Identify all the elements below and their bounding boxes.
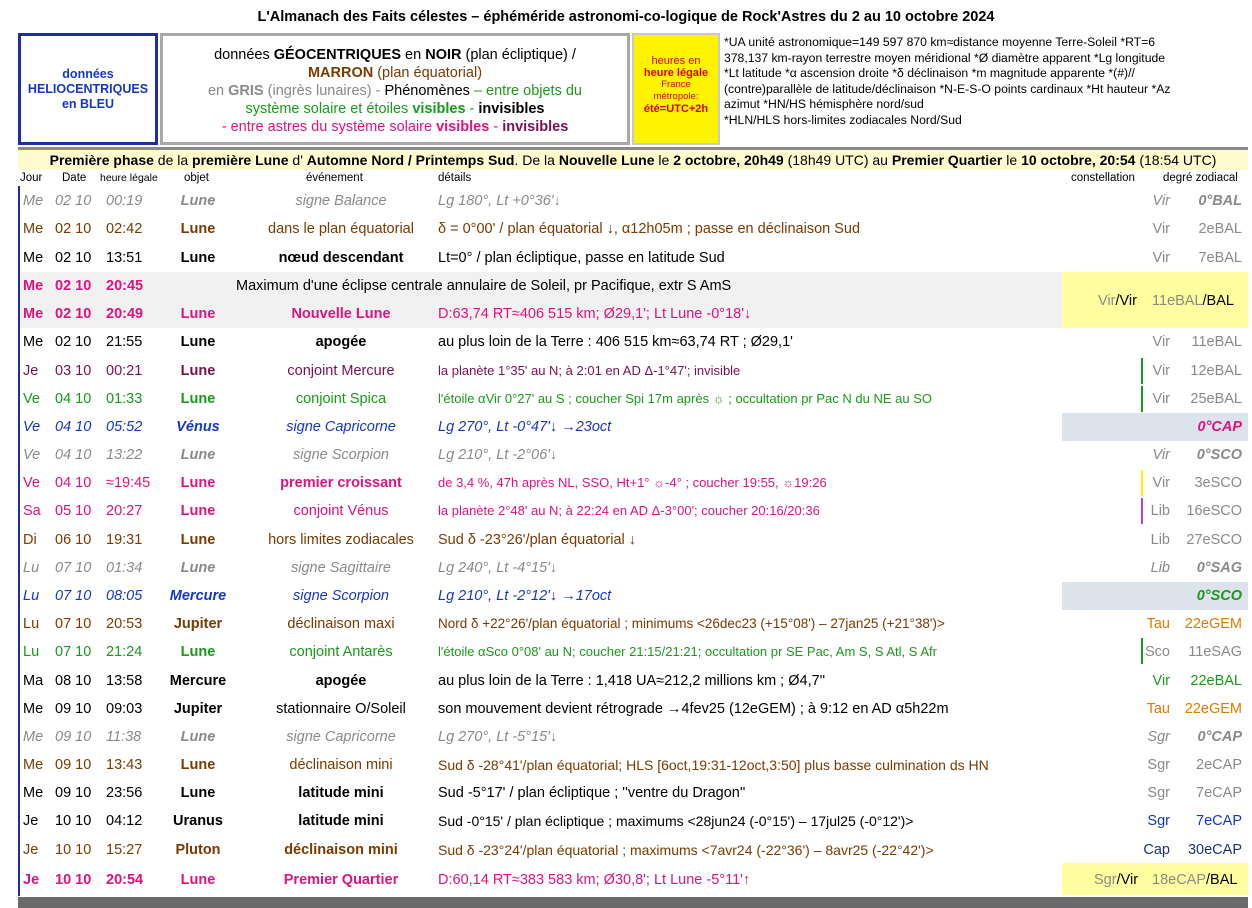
phase-text: . De la	[514, 152, 559, 168]
cell-day: Lu	[23, 644, 40, 660]
cell-object: Lune	[180, 334, 216, 350]
cell-degree: 16eSCO	[1186, 503, 1242, 519]
cell-constellation: Sgr	[1147, 785, 1170, 801]
cell-date: 04 10	[55, 475, 92, 491]
cell-object: Lune	[180, 532, 216, 548]
cell-details: Sud -5°17' / plan écliptique ; ''ventre du Dragon''	[438, 785, 746, 801]
cell-day: Me	[23, 278, 44, 294]
cell-day: Je	[23, 363, 39, 379]
cell-date: 02 10	[55, 306, 92, 322]
cell-details: Lg 210°, Lt -2°12'↓ →17oct	[438, 588, 612, 604]
cell-date: 08 10	[55, 673, 92, 689]
cell-time: 20:49	[106, 306, 144, 322]
cell-event: stationnaire O/Soleil	[276, 701, 406, 717]
cell-degree: 7eCAP	[1196, 785, 1242, 801]
cell-object: Lune	[180, 757, 216, 773]
cell-date: 10 10	[55, 872, 92, 888]
phase-text: 2 octobre, 20h49	[673, 152, 784, 168]
cell-event: signe Capricorne	[286, 419, 396, 435]
cell-date: 10 10	[55, 813, 92, 829]
cell-time: 15:27	[106, 842, 143, 858]
cell-constellation: Sgr	[1147, 757, 1170, 773]
cell-object: Lune	[180, 503, 216, 519]
cell-date: 03 10	[55, 363, 92, 379]
cell-object: Lune	[180, 250, 216, 266]
phase-text: 10 octobre, 20:54	[1021, 152, 1136, 168]
legend-helio-line: en BLEU	[61, 96, 115, 111]
cell-time: 13:58	[106, 673, 143, 689]
table-row	[20, 244, 1248, 272]
cell-time: 09:03	[106, 701, 143, 717]
cell-date: 02 10	[55, 250, 92, 266]
cell-degree: 30eCAP	[1187, 842, 1242, 858]
cell-details: l'étoile αVir 0°27' au S ; coucher Spi 17m après ☼ ; occultation pr Pac N du NE au SO	[438, 391, 932, 406]
table-row	[20, 582, 1248, 610]
cell-details: Nord δ +22°26'/plan équatorial ; minimums <26dec23 (+15°08') – 27jan25 (+21°38')>	[438, 616, 945, 631]
table-row	[20, 807, 1248, 835]
cell-details: Lg 210°, Lt -2°06'↓	[438, 447, 558, 463]
merged-text: Vir	[1098, 293, 1116, 309]
cell-object: Jupiter	[173, 701, 223, 717]
cell-constellation: Tau	[1146, 616, 1170, 632]
cell-date: 04 10	[55, 391, 92, 407]
cell-degree: 0°SAG	[1196, 560, 1242, 576]
cell-details: de 3,4 %, 47h après NL, SSO, Ht+1° ☼-4° ; coucher 19:55, ☼19:26	[438, 475, 827, 490]
cell-constellation: Cap	[1143, 842, 1170, 858]
cell-date: 05 10	[55, 503, 92, 519]
column-header-day: Jour	[20, 172, 43, 184]
cell-constellation: Lib	[1150, 503, 1170, 519]
cell-constellation: Sco	[1145, 644, 1170, 660]
cell-time: 13:43	[106, 757, 143, 773]
cell-degree: 0°CAP	[1197, 729, 1242, 745]
cell-constellation: Sgr	[1147, 813, 1170, 829]
cell-constellation: Vir	[1152, 334, 1170, 350]
cell-day: Je	[23, 813, 39, 829]
cell-event: conjoint Spica	[295, 391, 387, 407]
cell-day: Me	[23, 701, 44, 717]
cell-day: Je	[23, 872, 40, 888]
cell-constellation: Vir	[1152, 391, 1170, 407]
cell-day: Ve	[23, 447, 41, 463]
table-row	[20, 215, 1248, 243]
cell-date: 07 10	[55, 616, 92, 632]
legend-text: Phénomènes	[384, 83, 470, 99]
cell-degree: 3eSCO	[1194, 475, 1242, 491]
cell-details: la planète 1°35' au N; à 2:01 en AD Δ-1°47'; invisible	[438, 363, 741, 378]
cell-details: D:63,74 RT≈406 515 km; Ø29,1'; Lt Lune -0°18'↓	[438, 306, 752, 322]
table-row	[20, 554, 1248, 582]
cell-degree: 2eBAL	[1198, 221, 1242, 237]
cell-object: Lune	[180, 363, 216, 379]
column-header-constellation: constellation	[1071, 172, 1135, 184]
first-quarter-constellation	[1094, 866, 1138, 894]
cell-time: 13:51	[106, 250, 143, 266]
legend-text: (plan écliptique) /	[461, 47, 576, 63]
bottom-border	[18, 897, 1248, 908]
legend-text: en	[207, 83, 229, 99]
cell-details: Sud -0°15' / plan écliptique ; maximums <28jun24 (-0°15') – 17jul25 (-0°12')>	[438, 813, 914, 829]
table-row	[20, 836, 1248, 864]
cell-object: Jupiter	[173, 616, 223, 632]
cell-constellation: Lib	[1150, 560, 1170, 576]
cell-details: son mouvement devient rétrograde →4fev25 (12eGEM) ; à 9:12 en AD α5h22m	[438, 701, 949, 717]
cell-constellation: Lib	[1150, 532, 1170, 548]
cell-day: Me	[23, 193, 44, 209]
cell-event: déclinaison maxi	[287, 616, 395, 632]
cell-object: Lune	[180, 785, 216, 801]
table-row	[20, 469, 1248, 497]
cell-details: Lt=0° / plan écliptique, passe en latitude Sud	[438, 250, 725, 266]
legend-text: (ingrès lunaires) -	[263, 83, 385, 99]
cell-degree: 0°SCO	[1196, 588, 1242, 604]
note-line: (contre)parallèle de latitude/déclinaison *N-E-S-O points cardinaux *Ht hauteur *Az	[724, 81, 1171, 96]
cell-date: 10 10	[55, 842, 92, 858]
legend-text: – entre objets du	[469, 83, 582, 99]
new-moon-degree	[1152, 287, 1234, 315]
cell-event: dans le plan équatorial	[268, 221, 414, 237]
page-title: L'Almanach des Faits célestes – éphéméride astronomi-co-logique de Rock'Astres du 2 au 10 octobre 2024	[257, 9, 995, 25]
cell-details: Lg 240°, Lt -4°15'↓	[438, 560, 558, 576]
note-line: *Lt latitude *α ascension droite *δ déclinaison *m magnitude apparente *(#)//	[724, 66, 1135, 80]
note-line: *HLN/HLS hors-limites zodiacales Nord/Sud	[724, 112, 962, 127]
table-row	[20, 779, 1248, 807]
cell-day: Me	[23, 334, 44, 350]
phase-text: (18h49 UTC) au	[783, 152, 892, 168]
cell-time: 20:54	[106, 872, 144, 888]
cell-constellation: Vir	[1152, 447, 1170, 463]
cell-date: 09 10	[55, 757, 92, 773]
phase-text: Première phase	[49, 152, 154, 168]
cell-object: Lune	[180, 221, 216, 237]
cell-event: déclinaison mini	[289, 757, 393, 773]
cell-time: 11:38	[106, 729, 142, 745]
cell-date: 04 10	[55, 419, 92, 435]
cell-constellation: Vir	[1152, 673, 1170, 689]
phase-text: Automne Nord / Printemps Sud	[306, 152, 515, 168]
cell-date: 06 10	[55, 532, 92, 548]
cell-time: 04:12	[106, 813, 143, 829]
cell-time: 19:31	[106, 532, 143, 548]
cell-degree: 27eSCO	[1186, 532, 1242, 548]
cell-date: 09 10	[55, 785, 92, 801]
cell-object: Lune	[180, 729, 216, 745]
legend-text: en	[401, 47, 426, 63]
cell-time: 02:42	[106, 221, 143, 237]
cell-event: Premier Quartier	[283, 872, 399, 888]
legend-text: métropole:	[653, 91, 699, 102]
cell-degree: 22eBAL	[1190, 673, 1242, 689]
cell-day: Me	[23, 785, 44, 801]
table-row	[20, 751, 1248, 779]
first-quarter-degree	[1152, 866, 1237, 894]
table-row	[20, 610, 1248, 638]
legend-text: visibles	[436, 119, 490, 135]
cell-object: Lune	[180, 447, 216, 463]
cell-details: Sud δ -23°26'/plan équatorial ↓	[438, 532, 637, 548]
cell-date: 07 10	[55, 644, 92, 660]
merged-text: /BAL	[1206, 872, 1238, 888]
cell-date: 07 10	[55, 588, 92, 604]
cell-object: Vénus	[176, 419, 220, 435]
cell-day: Lu	[23, 560, 40, 576]
cell-object: Lune	[180, 872, 216, 888]
cell-degree: 0°SCO	[1196, 447, 1242, 463]
cell-day: Di	[23, 532, 37, 548]
legend-text: GÉOCENTRIQUES	[273, 47, 402, 63]
legend-text: heures en	[651, 55, 701, 67]
cell-time: 21:24	[106, 644, 143, 660]
table-row	[20, 187, 1248, 215]
cell-event: latitude mini	[298, 785, 384, 801]
legend-text: -	[489, 119, 503, 135]
cell-time: 21:55	[106, 334, 143, 350]
legend-text: heure légale	[643, 67, 709, 79]
phase-text: d'	[288, 152, 307, 168]
cell-event: nœud descendant	[278, 250, 404, 266]
cell-constellation: Vir	[1152, 363, 1170, 379]
cell-object: Lune	[180, 306, 216, 322]
cell-details: l'étoile αSco 0°08' au N; coucher 21:15/21:21; occultation pr SE Pac, Am S, S Atl, S Afr	[438, 644, 937, 659]
cell-date: 02 10	[55, 334, 92, 350]
cell-degree: 11eBAL	[1191, 334, 1242, 350]
table-row	[20, 328, 1248, 356]
table-row	[20, 385, 1248, 413]
lunar-phase-banner	[18, 147, 1248, 170]
cell-event: signe Scorpion	[293, 447, 389, 463]
cell-details: Sud δ -23°24'/plan équatorial ; maximums <7avr24 (-22°36') – 8avr25 (-22°42')>	[438, 842, 934, 858]
table-row	[20, 272, 1248, 300]
column-header-time: heure légale	[100, 172, 158, 184]
cell-details: Lg 270°, Lt -0°47'↓ →23oct	[438, 419, 612, 435]
cell-day: Me	[23, 729, 44, 745]
column-header-object: objet	[184, 172, 209, 184]
cell-event: apogée	[315, 334, 367, 350]
merged-text: Sgr	[1094, 872, 1117, 888]
cell-degree: 0°CAP	[1197, 419, 1242, 435]
legend-text: GRIS	[228, 83, 264, 99]
legend-text: (plan équatorial)	[373, 65, 483, 81]
legend-text: MARRON	[307, 65, 374, 81]
cell-details: au plus loin de la Terre : 406 515 km≈63,74 RT ; Ø29,1'	[438, 334, 793, 350]
merged-text: /BAL	[1202, 293, 1234, 309]
cell-event: signe Capricorne	[286, 729, 396, 745]
column-header-event: événement	[306, 172, 363, 184]
cell-time: 23:56	[106, 785, 143, 801]
cell-event: signe Sagittaire	[291, 560, 391, 576]
cell-event: signe Balance	[295, 193, 387, 209]
merged-text: 11eBAL	[1152, 293, 1203, 309]
cell-time: 00:21	[106, 363, 143, 379]
cell-day: Ve	[23, 419, 41, 435]
cell-degree: 7eCAP	[1196, 813, 1242, 829]
cell-details: au plus loin de la Terre : 1,418 UA≈212,2 millions km ; Ø4,7''	[438, 673, 826, 689]
cell-day: Me	[23, 221, 44, 237]
cell-constellation: Vir	[1152, 250, 1170, 266]
phase-text: (18:54 UTC)	[1135, 152, 1217, 168]
cell-object: Mercure	[169, 588, 227, 604]
legend-geo-box	[160, 33, 630, 145]
cell-degree: 22eGEM	[1184, 616, 1242, 632]
cell-date: 09 10	[55, 701, 92, 717]
cell-details: D:60,14 RT≈383 583 km; Ø30,8'; Lt Lune -5°11'↑	[438, 872, 751, 888]
cell-constellation: Sgr	[1147, 729, 1170, 745]
cell-day: Sa	[23, 503, 41, 519]
cell-event: Nouvelle Lune	[291, 306, 391, 322]
abbreviations-notes	[722, 33, 1248, 145]
cell-time: 13:22	[106, 447, 143, 463]
cell-details: δ = 0°00' / plan équatorial ↓, α12h05m ; passe en déclinaison Sud	[438, 221, 861, 237]
cell-details: Lg 270°, Lt -5°15'↓	[438, 729, 558, 745]
cell-details: Maximum d'une éclipse centrale annulaire de Soleil, pr Pacifique, extr S AmS	[236, 278, 732, 294]
table-row	[20, 526, 1248, 554]
table-row	[20, 357, 1248, 385]
legend-hours-box	[632, 33, 720, 145]
cell-event: premier croissant	[280, 475, 402, 491]
cell-degree: 11eSAG	[1188, 644, 1242, 660]
cell-degree: 2eCAP	[1196, 757, 1242, 773]
cell-time: 20:27	[106, 503, 143, 519]
cell-time: 20:45	[106, 278, 144, 294]
legend-text: visibles	[412, 101, 466, 117]
cell-object: Mercure	[169, 673, 227, 689]
cell-event: signe Scorpion	[293, 588, 389, 604]
column-header-date: Date	[62, 172, 87, 184]
cell-degree: 0°BAL	[1198, 193, 1242, 209]
cell-constellation: Vir	[1152, 475, 1170, 491]
table-row	[20, 667, 1248, 695]
phase-text: Premier Quartier	[891, 152, 1003, 168]
cell-time: 05:52	[106, 419, 143, 435]
cell-event: déclinaison mini	[284, 842, 398, 858]
legend-text: invisibles	[478, 101, 545, 117]
legend-text: -	[465, 101, 479, 117]
cell-constellation: Tau	[1146, 701, 1170, 717]
column-header-details: détails	[438, 172, 472, 184]
legend-text: NOIR	[425, 47, 462, 63]
cell-day: Je	[23, 842, 39, 858]
cell-event: hors limites zodiacales	[268, 532, 414, 548]
cell-date: 07 10	[55, 560, 92, 576]
legend-helio-box	[18, 33, 158, 145]
cell-day: Me	[23, 306, 44, 322]
table-row	[20, 413, 1248, 441]
cell-date: 04 10	[55, 447, 92, 463]
note-line: *UA unité astronomique=149 597 870 km≈distance moyenne Terre-Soleil *RT=6	[724, 35, 1156, 49]
cell-event: conjoint Vénus	[293, 503, 389, 519]
cell-event: apogée	[315, 673, 367, 689]
cell-time: ≈19:45	[106, 475, 151, 491]
legend-text: été=UTC+2h	[643, 103, 709, 115]
table-row	[20, 441, 1248, 469]
cell-object: Lune	[180, 560, 216, 576]
cell-date: 02 10	[55, 221, 92, 237]
phase-text: Nouvelle Lune	[558, 152, 655, 168]
table-row	[20, 695, 1248, 723]
cell-object: Lune	[180, 193, 216, 209]
cell-degree: 22eGEM	[1184, 701, 1242, 717]
cell-date: 09 10	[55, 729, 92, 745]
cell-constellation: Vir	[1152, 221, 1170, 237]
cell-details: Sud δ -28°41'/plan équatorial; HLS [6oct,19:31-12oct,3:50] plus basse culmination ds HN	[438, 757, 989, 773]
cell-degree: 25eBAL	[1190, 391, 1242, 407]
cell-constellation: Vir	[1152, 193, 1170, 209]
cell-day: Me	[23, 757, 44, 773]
merged-text: 18eCAP	[1152, 872, 1207, 888]
cell-event: conjoint Mercure	[287, 363, 395, 379]
cell-object: Lune	[180, 475, 216, 491]
table-row	[20, 497, 1248, 525]
legend-helio-line: données	[62, 66, 114, 81]
cell-time: 00:19	[106, 193, 143, 209]
legend-text: France	[661, 79, 691, 90]
cell-day: Lu	[23, 616, 40, 632]
legend-text: invisibles	[502, 119, 569, 135]
merged-text: /Vir	[1116, 872, 1139, 888]
table-row	[20, 866, 1248, 894]
cell-date: 02 10	[55, 278, 92, 294]
cell-time: 08:05	[106, 588, 143, 604]
merged-text: /Vir	[1115, 293, 1137, 309]
cell-day: Ve	[23, 475, 40, 491]
cell-object: Uranus	[173, 813, 223, 829]
legend-helio-line: HELIOCENTRIQUES	[27, 81, 149, 96]
phase-text: première Lune	[192, 152, 289, 168]
cell-time: 20:53	[106, 616, 143, 632]
cell-day: Me	[23, 250, 44, 266]
cell-details: Lg 180°, Lt +0°36'↓	[438, 193, 561, 209]
table-row	[20, 638, 1248, 666]
cell-degree: 7eBAL	[1198, 250, 1242, 266]
cell-date: 02 10	[55, 193, 92, 209]
cell-time: 01:34	[106, 560, 143, 576]
phase-text: de la	[153, 152, 193, 168]
new-moon-constellation	[1098, 287, 1137, 315]
cell-event: latitude mini	[298, 813, 384, 829]
legend-text: - entre astres du système solaire	[221, 119, 437, 135]
cell-day: Ma	[23, 673, 44, 689]
table-row	[20, 723, 1248, 751]
cell-degree: 12eBAL	[1190, 363, 1242, 379]
note-line: azimut *HN/HS hémisphère nord/sud	[724, 97, 924, 111]
cell-day: Lu	[23, 588, 40, 604]
note-line: 378,137 km-rayon terrestre moyen méridional *Ø diamètre apparent *Lg longitude	[724, 50, 1166, 65]
column-header-degree: degré zodiacal	[1163, 172, 1238, 184]
phase-text: le	[654, 152, 674, 168]
cell-details: la planète 2°48' au N; à 22:24 en AD Δ-3°00'; coucher 20:16/20:36	[438, 503, 820, 518]
cell-time: 01:33	[106, 391, 143, 407]
cell-object: Lune	[180, 391, 216, 407]
cell-object: Pluton	[175, 842, 221, 858]
legend-text: système solaire et étoiles	[245, 101, 413, 117]
phase-text: le	[1002, 152, 1022, 168]
cell-object: Lune	[180, 644, 216, 660]
cell-day: Ve	[23, 391, 40, 407]
legend-text: données	[214, 47, 274, 63]
cell-event: conjoint Antarès	[289, 644, 393, 660]
table-row	[20, 300, 1248, 328]
